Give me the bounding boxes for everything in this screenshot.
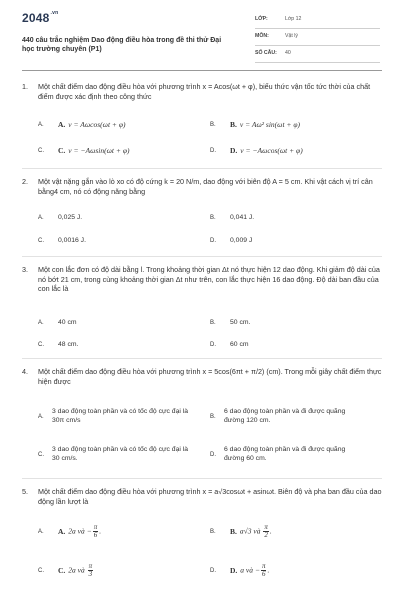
question-number: 3. (22, 265, 28, 274)
question-5 (22, 487, 382, 506)
option-c[interactable]: C. 0,0016 J. (38, 237, 86, 244)
question-text: Một chất điểm dao động điều hòa với phương trình x = Acos(ωt + φ), biểu thức vận tốc tức thời của chất điểm được xác định theo công thức (38, 82, 371, 101)
option-d[interactable]: D. 6 dao động toàn phần và đi được quãng đường 60 cm. (210, 446, 346, 463)
question-1 (22, 82, 382, 101)
question-3 (22, 265, 382, 294)
header (22, 10, 382, 66)
option-b[interactable]: B. 0,041 J. (210, 214, 255, 221)
fraction: $\frac{\pi}{3}$ (88, 562, 93, 579)
question-text: Một con lắc đơn có độ dài bằng l. Trong khoảng thời gian Δt nó thực hiện 12 dao động. Khi giảm độ dài của nó bớt 21 cm, trong cùng khoảng thời gian Δt như trên, con lắc thực hiện 16 dao động. Độ dài ban đầu của con lắc là (38, 265, 380, 294)
question-text: Một chất điểm dao động điều hòa với phương trình x = a√3cosωt + asinωt. Biên độ và pha ban đầu của dao động lần lượt là (38, 487, 382, 506)
option-c[interactable]: C. 3 dao động toàn phần và có tốc độ cực đại là 30 cm/s. (38, 446, 189, 463)
meta-row-class: LỚP: Lớp 12 (255, 12, 380, 29)
option-b[interactable]: B. B. a√3 và $\frac{\pi}{2}$ . (210, 523, 272, 540)
option-d[interactable]: D. 60 cm (210, 341, 249, 348)
option-c[interactable]: C. C. v = −Aωsin(ωt + φ) (38, 146, 130, 155)
fraction: $\frac{\pi}{2}$ (264, 523, 268, 540)
question-number: 2. (22, 177, 28, 186)
question-divider (22, 168, 382, 169)
question-divider (22, 256, 382, 257)
question-text: Một vật nặng gắn vào lò xo có độ cứng k = 20 N/m, dao động với biên độ A = 5 cm. Khi vật cách vị trí cân bằng4 cm, nó có động năng bằng (38, 177, 373, 196)
question-divider (22, 478, 382, 479)
option-b[interactable]: B. 6 dao động toàn phần và đi được quãng đường 120 cm. (210, 408, 346, 425)
meta-row-subject: MÔN: Vật lý (255, 29, 380, 46)
option-b[interactable]: B. 50 cm. (210, 319, 251, 326)
question-divider (22, 358, 382, 359)
page-title: 440 câu trắc nghiệm Dao động điều hòa trong đề thi thử Đại học trường chuyên (P1) (22, 37, 222, 54)
option-c[interactable]: C. C. 2a và $\frac{\pi}{3}$ (38, 562, 93, 579)
option-d[interactable]: D. D. a và − $\frac{\pi}{6}$ . (210, 562, 270, 579)
option-a[interactable]: A. 40 cm (38, 319, 77, 326)
meta-table (255, 12, 380, 63)
option-b[interactable]: B. B. v = Aω² sin(ωt + φ) (210, 120, 300, 129)
question-number: 5. (22, 487, 28, 496)
question-text: Một chất điểm dao động điều hòa với phương trình x = 5cos(6πt + π/2) (cm). Trong mỗi giây chất điểm thực hiện được (38, 367, 382, 386)
question-2 (22, 177, 382, 196)
question-4 (22, 367, 382, 386)
fraction: $\frac{\pi}{6}$ (261, 562, 266, 579)
fraction: $\frac{\pi}{6}$ (93, 523, 98, 540)
question-number: 1. (22, 82, 28, 91)
option-c[interactable]: C. 48 cm. (38, 341, 79, 348)
header-divider (22, 70, 382, 71)
option-a[interactable]: A. A. 2a và − $\frac{\pi}{6}$ . (38, 523, 102, 540)
option-a[interactable]: A. 3 dao động toàn phần và có tốc độ cực đại là 30π cm/s (38, 408, 189, 425)
meta-row-count: SỐ CÂU: 40 (255, 46, 380, 63)
option-d[interactable]: D. D. v = −Aωcos(ωt + φ) (210, 146, 303, 155)
site-logo[interactable]: $2048^{.vn}$ (22, 10, 59, 25)
question-number: 4. (22, 367, 28, 376)
option-a[interactable]: A. 0,025 J. (38, 214, 83, 221)
option-a[interactable]: A. A. v = Aωcos(ωt + φ) (38, 120, 126, 129)
option-d[interactable]: D. 0,009 J (210, 237, 253, 244)
